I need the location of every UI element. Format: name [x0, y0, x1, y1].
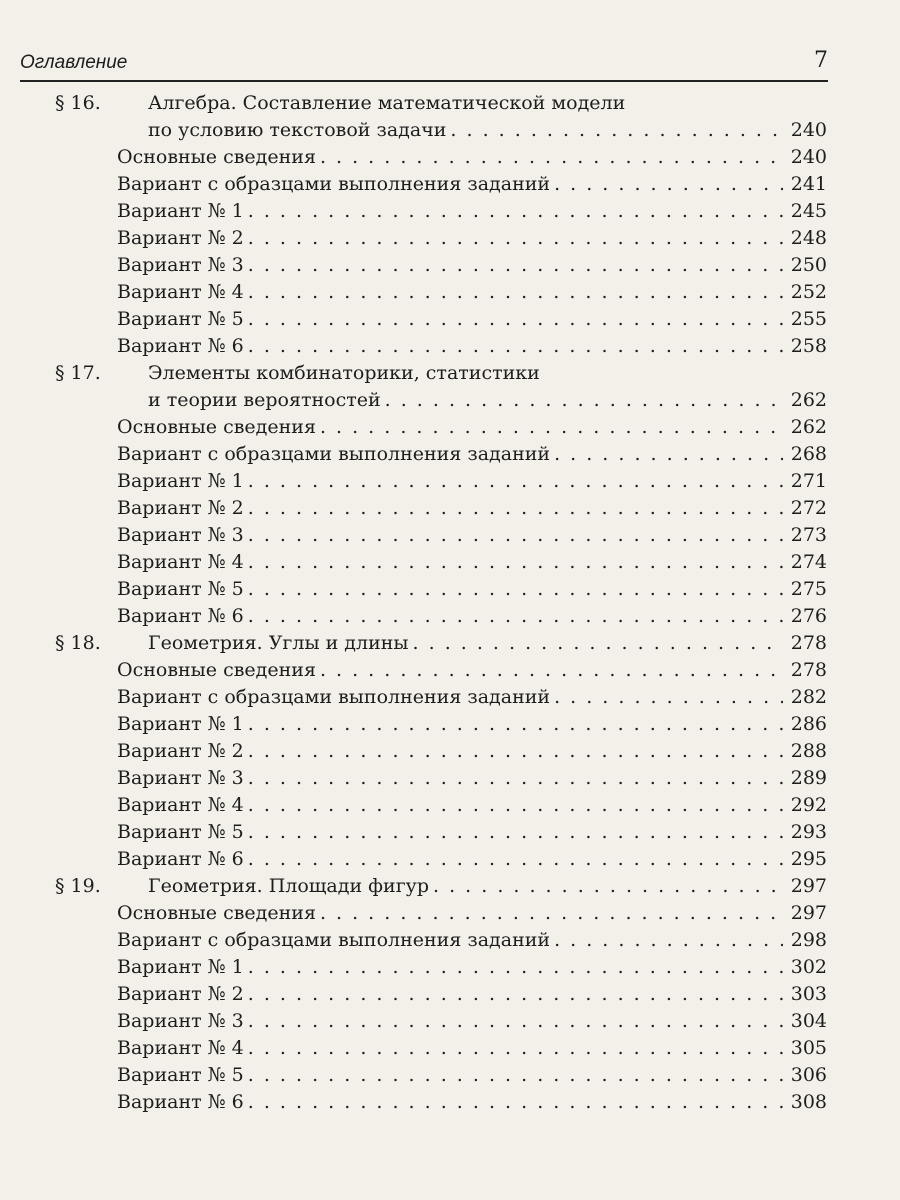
dot-leader — [554, 686, 783, 708]
section-heading — [55, 92, 827, 119]
entry-label: Вариант № 2 — [117, 227, 244, 249]
entry-label: Вариант № 2 — [117, 497, 244, 519]
toc-entry — [55, 281, 827, 308]
toc-entry — [55, 1010, 827, 1037]
dot-leader — [385, 389, 783, 411]
entry-page: 245 — [790, 200, 827, 222]
entry-page: 241 — [790, 173, 827, 195]
entry-page: 305 — [790, 1037, 827, 1059]
entry-page: 308 — [790, 1091, 827, 1113]
entry-page: 275 — [790, 578, 827, 600]
dot-leader — [248, 848, 783, 870]
entry-label: Вариант № 1 — [117, 956, 244, 978]
entry-page: 304 — [790, 1010, 827, 1032]
toc-entry — [55, 605, 827, 632]
toc-entry — [55, 821, 827, 848]
entry-page: 303 — [790, 983, 827, 1005]
dot-leader — [248, 1064, 783, 1086]
entry-page: 258 — [790, 335, 827, 357]
section-title: Геометрия. Площади фигур — [148, 875, 429, 897]
entry-label: Вариант № 4 — [117, 551, 244, 573]
entry-label: Основные сведения — [117, 146, 316, 168]
section-page: 262 — [790, 389, 827, 411]
entry-label: Основные сведения — [117, 659, 316, 681]
entry-page: 272 — [790, 497, 827, 519]
entry-page: 271 — [790, 470, 827, 492]
entry-label: Вариант № 6 — [117, 335, 244, 357]
entry-label: Основные сведения — [117, 902, 316, 924]
entry-page: 274 — [790, 551, 827, 573]
section-title: Алгебра. Составление математической модели — [148, 92, 626, 114]
toc-entry — [55, 146, 827, 173]
entry-page: 268 — [790, 443, 827, 465]
dot-leader — [248, 470, 783, 492]
section-heading — [55, 875, 827, 902]
toc-entry — [55, 794, 827, 821]
entry-label: Вариант № 5 — [117, 821, 244, 843]
entry-label: Вариант № 5 — [117, 308, 244, 330]
toc-entry — [55, 524, 827, 551]
toc-entry — [55, 578, 827, 605]
entry-label: Вариант № 4 — [117, 281, 244, 303]
entry-page: 255 — [790, 308, 827, 330]
page-number: 7 — [814, 48, 828, 73]
dot-leader — [320, 902, 783, 924]
dot-leader — [433, 875, 783, 897]
toc-entry — [55, 551, 827, 578]
dot-leader — [413, 632, 783, 654]
section-title-continued: и теории вероятностей — [148, 389, 381, 411]
entry-page: 250 — [790, 254, 827, 276]
dot-leader — [248, 794, 783, 816]
toc-entry — [55, 254, 827, 281]
toc-entry — [55, 929, 827, 956]
toc-entry — [55, 443, 827, 470]
section-heading-continued — [55, 119, 827, 146]
dot-leader — [248, 1037, 783, 1059]
dot-leader — [248, 767, 783, 789]
section-number: § 18. — [55, 632, 101, 654]
dot-leader — [248, 713, 783, 735]
entry-page: 289 — [790, 767, 827, 789]
toc-entry — [55, 767, 827, 794]
section-number: § 16. — [55, 92, 101, 114]
dot-leader — [248, 821, 783, 843]
section-heading — [55, 632, 827, 659]
entry-label: Вариант с образцами выполнения заданий — [117, 929, 551, 951]
entry-page: 288 — [790, 740, 827, 762]
dot-leader — [554, 443, 783, 465]
entry-page: 282 — [790, 686, 827, 708]
dot-leader — [248, 254, 783, 276]
toc-entry — [55, 740, 827, 767]
entry-page: 262 — [790, 416, 827, 438]
entry-label: Вариант № 4 — [117, 1037, 244, 1059]
dot-leader — [248, 200, 783, 222]
entry-label: Вариант № 3 — [117, 1010, 244, 1032]
dot-leader — [248, 281, 783, 303]
toc-entry — [55, 1064, 827, 1091]
dot-leader — [248, 551, 783, 573]
table-of-contents — [55, 92, 827, 1118]
entry-label: Вариант с образцами выполнения заданий — [117, 686, 551, 708]
entry-page: 278 — [790, 659, 827, 681]
toc-entry — [55, 335, 827, 362]
dot-leader — [450, 119, 783, 141]
toc-entry — [55, 497, 827, 524]
dot-leader — [248, 335, 783, 357]
section-page: 297 — [790, 875, 827, 897]
toc-entry — [55, 173, 827, 200]
entry-page: 273 — [790, 524, 827, 546]
toc-entry — [55, 200, 827, 227]
section-title: Геометрия. Углы и длины — [148, 632, 409, 654]
entry-page: 297 — [790, 902, 827, 924]
section-number: § 19. — [55, 875, 101, 897]
entry-label: Вариант № 5 — [117, 578, 244, 600]
toc-entry — [55, 470, 827, 497]
toc-entry — [55, 956, 827, 983]
dot-leader — [248, 578, 783, 600]
entry-page: 286 — [790, 713, 827, 735]
section-number: § 17. — [55, 362, 101, 384]
toc-entry — [55, 659, 827, 686]
dot-leader — [248, 308, 783, 330]
toc-entry — [55, 1037, 827, 1064]
entry-label: Вариант № 1 — [117, 200, 244, 222]
header-title: Оглавление — [20, 52, 128, 73]
dot-leader — [248, 740, 783, 762]
dot-leader — [248, 956, 783, 978]
dot-leader — [248, 605, 783, 627]
dot-leader — [320, 659, 783, 681]
entry-page: 298 — [790, 929, 827, 951]
entry-page: 292 — [790, 794, 827, 816]
entry-label: Вариант № 6 — [117, 1091, 244, 1113]
entry-label: Вариант № 4 — [117, 794, 244, 816]
toc-entry — [55, 848, 827, 875]
entry-page: 252 — [790, 281, 827, 303]
section-heading-continued — [55, 389, 827, 416]
entry-label: Вариант № 1 — [117, 713, 244, 735]
entry-page: 295 — [790, 848, 827, 870]
entry-label: Вариант № 2 — [117, 740, 244, 762]
dot-leader — [320, 416, 783, 438]
entry-page: 276 — [790, 605, 827, 627]
entry-page: 302 — [790, 956, 827, 978]
entry-page: 240 — [790, 146, 827, 168]
entry-label: Вариант № 2 — [117, 983, 244, 1005]
dot-leader — [248, 227, 783, 249]
toc-entry — [55, 308, 827, 335]
entry-page: 293 — [790, 821, 827, 843]
dot-leader — [248, 497, 783, 519]
dot-leader — [320, 146, 783, 168]
dot-leader — [554, 929, 783, 951]
toc-entry — [55, 416, 827, 443]
section-page: 240 — [790, 119, 827, 141]
section-title: Элементы комбинаторики, статистики — [148, 362, 540, 384]
running-header — [20, 48, 828, 82]
entry-label: Вариант № 6 — [117, 605, 244, 627]
section-heading — [55, 362, 827, 389]
entry-label: Основные сведения — [117, 416, 316, 438]
entry-label: Вариант с образцами выполнения заданий — [117, 443, 551, 465]
toc-entry — [55, 227, 827, 254]
entry-label: Вариант № 3 — [117, 524, 244, 546]
toc-entry — [55, 713, 827, 740]
toc-entry — [55, 983, 827, 1010]
dot-leader — [248, 983, 783, 1005]
dot-leader — [248, 524, 783, 546]
toc-entry — [55, 902, 827, 929]
entry-label: Вариант № 3 — [117, 767, 244, 789]
dot-leader — [554, 173, 783, 195]
entry-page: 306 — [790, 1064, 827, 1086]
entry-label: Вариант № 5 — [117, 1064, 244, 1086]
toc-entry — [55, 1091, 827, 1118]
entry-label: Вариант с образцами выполнения заданий — [117, 173, 551, 195]
entry-page: 248 — [790, 227, 827, 249]
section-page: 278 — [790, 632, 827, 654]
entry-label: Вариант № 6 — [117, 848, 244, 870]
toc-entry — [55, 686, 827, 713]
dot-leader — [248, 1091, 783, 1113]
dot-leader — [248, 1010, 783, 1032]
section-title-continued: по условию текстовой задачи — [148, 119, 447, 141]
entry-label: Вариант № 1 — [117, 470, 244, 492]
entry-label: Вариант № 3 — [117, 254, 244, 276]
